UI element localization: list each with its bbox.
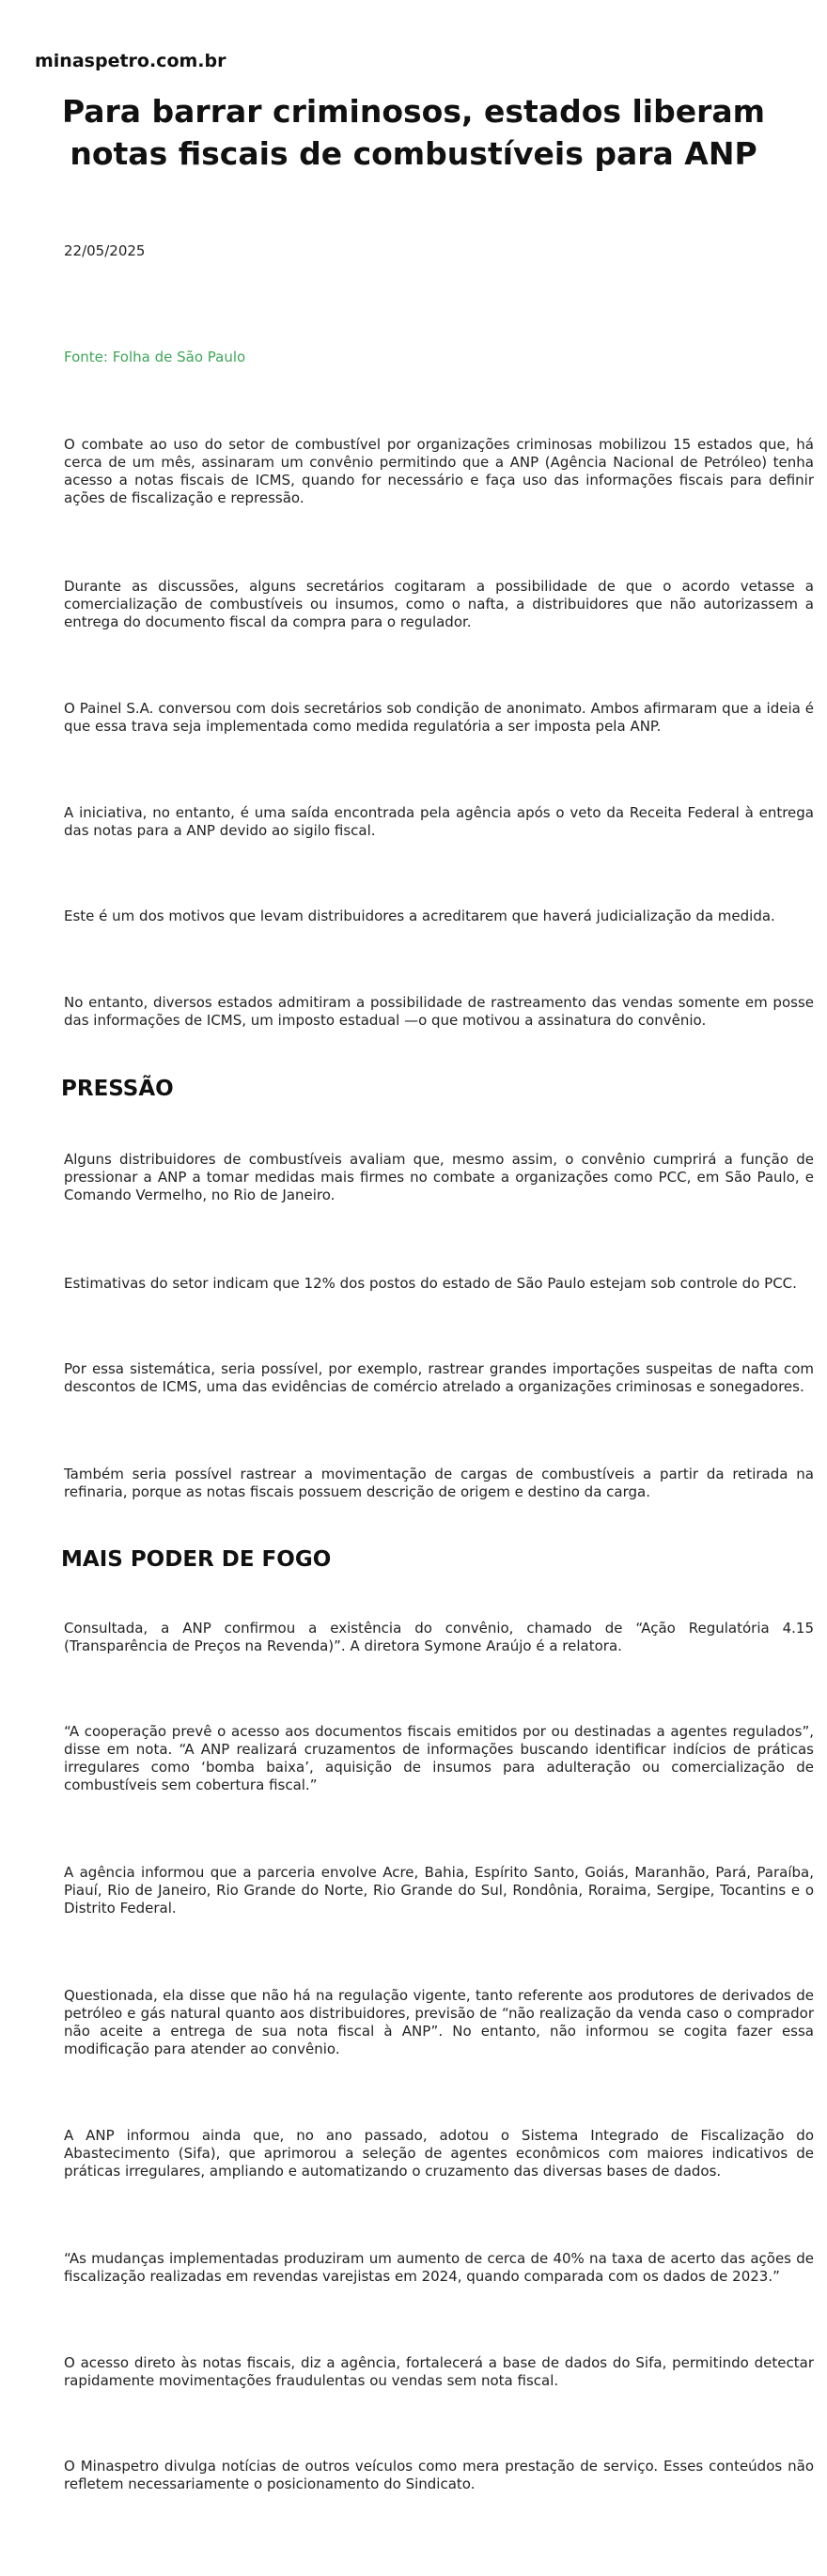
article-paragraph: No entanto, diversos estados admitiram a possibilidade de rastreamento das vendas somente em posse das informações de ICMS, um imposto estadual —o que motivou a assinatura do convênio. [64,994,814,1029]
article-paragraph: Estimativas do setor indicam que 12% dos postos do estado de São Paulo estejam sob controle do PCC. [64,1275,797,1292]
section-heading-pressao: PRESSÃO [61,1077,174,1101]
article-paragraph: A ANP informou ainda que, no ano passado, adotou o Sistema Integrado de Fiscalização do Abastecimento (Sifa), que aprimorou a seleção de agentes econômicos com maiores indicativos de práticas irregulares, ampliando e automatizando o cruzamento das diversas bases de dados. [64,2127,814,2180]
article-paragraph: “A cooperação prevê o acesso aos documentos fiscais emitidos por ou destinadas a agentes regulados”, disse em nota. “A ANP realizará cruzamentos de informações buscando identificar indícios de práticas irregulares como ‘bomba baixa’, aquisição de insumos para adulteração ou comercialização de combustíveis sem cobertura fiscal.” [64,1723,814,1793]
article-paragraph: O Minaspetro divulga notícias de outros veículos como mera prestação de serviço. Esses conteúdos não refletem necessariamente o posicionamento do Sindicato. [64,2458,814,2492]
article-source: Fonte: Folha de São Paulo [64,349,246,365]
article-paragraph: A iniciativa, no entanto, é uma saída encontrada pela agência após o veto da Receita Federal à entrega das notas para a ANP devido ao sigilo fiscal. [64,804,814,839]
article-paragraph: A agência informou que a parceria envolve Acre, Bahia, Espírito Santo, Goiás, Maranhão, Pará, Paraíba, Piauí, Rio de Janeiro, Rio Grande do Norte, Rio Grande do Sul, Rondônia, Roraima, Sergipe, Tocantins e o Distrito Federal. [64,1864,814,1916]
article-paragraph: Alguns distribuidores de combustíveis avaliam que, mesmo assim, o convênio cumprirá a função de pressionar a ANP a tomar medidas mais firmes no combate a organizações como PCC, em São Paulo, e Comando Vermelho, no Rio de Janeiro. [64,1151,814,1203]
article-paragraph: Este é um dos motivos que levam distribuidores a acreditarem que haverá judicialização da medida. [64,908,775,924]
section-heading-mais-poder-de-fogo: MAIS PODER DE FOGO [61,1547,332,1572]
article-paragraph: Durante as discussões, alguns secretários cogitaram a possibilidade de que o acordo vetasse a comercialização de combustíveis ou insumos, como o nafta, a distribuidores que não autorizassem a entrega do documento fiscal da compra para o regulador. [64,578,814,630]
article-date: 22/05/2025 [64,242,146,259]
article-paragraph: Por essa sistemática, seria possível, por exemplo, rastrear grandes importações suspeitas de nafta com descontos de ICMS, uma das evidências de comércio atrelado a organizações criminosas e sonegadores. [64,1360,814,1395]
article-paragraph: Também seria possível rastrear a movimentação de cargas de combustíveis a partir da retirada na refinaria, porque as notas fiscais possuem descrição de origem e destino da carga. [64,1466,814,1500]
site-name[interactable]: minaspetro.com.br [35,51,226,71]
article-paragraph: O combate ao uso do setor de combustível por organizações criminosas mobilizou 15 estados que, há cerca de um mês, assinaram um convênio permitindo que a ANP (Agência Nacional de Petróleo) tenha acesso a notas fiscais de ICMS, quando for necessário e faça uso das informações fiscais para definir ações de fiscalização e repressão. [64,436,814,506]
article-paragraph: O Painel S.A. conversou com dois secretários sob condição de anonimato. Ambos afirmaram que a ideia é que essa trava seja implementada como medida regulatória a ser imposta pela ANP. [64,700,814,735]
article-paragraph: “As mudanças implementadas produziram um aumento de cerca de 40% na taxa de acerto das ações de fiscalização realizadas em revendas varejistas em 2024, quando comparada com os dados de 2023.” [64,2250,814,2285]
article-paragraph: Consultada, a ANP confirmou a existência do convênio, chamado de “Ação Regulatória 4.15 (Transparência de Preços na Revenda)”. A diretora Symone Araújo é a relatora. [64,1620,814,1654]
article-paragraph: O acesso direto às notas fiscais, diz a agência, fortalecerá a base de dados do Sifa, permitindo detectar rapidamente movimentações fraudulentas ou vendas sem nota fiscal. [64,2354,814,2389]
article-paragraph: Questionada, ela disse que não há na regulação vigente, tanto referente aos produtores de derivados de petróleo e gás natural quanto aos distribuidores, previsão de “não realização da venda caso o comprador não aceite a entrega de sua nota fiscal à ANP”. No entanto, não informou se cogita fazer essa modificação para atender ao convênio. [64,1987,814,2057]
article-title: Para barrar criminosos, estados liberam notas fiscais de combustíveis para ANP [61,93,766,172]
